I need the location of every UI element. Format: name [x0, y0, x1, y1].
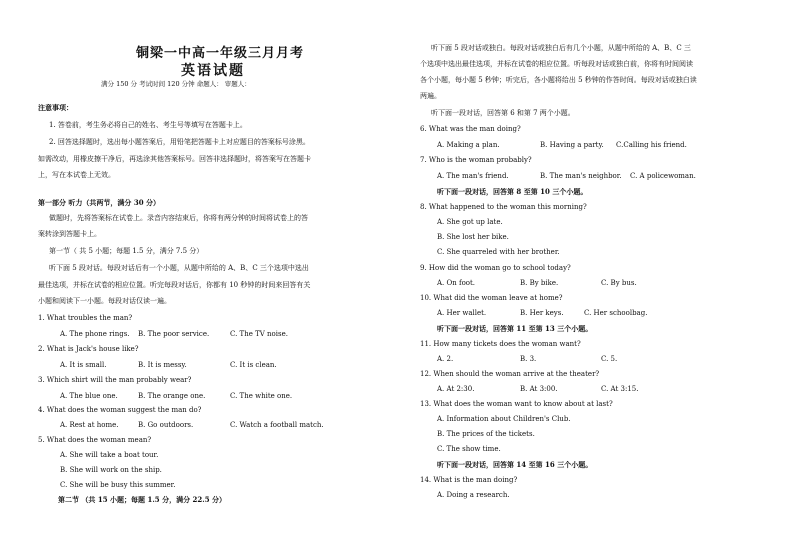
- option-a: A. She will take a boat tour.: [60, 451, 159, 459]
- question-3: 3. Which shirt will the man probably wear?: [38, 376, 192, 384]
- option-b: B. It is messy.: [138, 361, 187, 369]
- section1-intro-line: 听下面 5 段对话。每段对话后有一个小题，从题中所给的 A、B、C 三个选项中选出: [49, 264, 309, 272]
- note-line: 1. 答卷前，考生务必将自己的姓名、考生号等填写在答题卡上。: [49, 121, 247, 129]
- section1-intro-line: 小题和阅读下一小题。每段对话仅读一遍。: [38, 297, 171, 305]
- question-10: 10. What did the woman leave at home?: [420, 294, 563, 302]
- option-a: A. Making a plan.: [437, 141, 500, 149]
- option-a: A. The phone rings.: [60, 330, 130, 338]
- option-b: B. The orange one.: [138, 392, 206, 400]
- question-9: 9. How did the woman go to school today?: [420, 264, 571, 272]
- option-c: C. The TV noise.: [230, 330, 288, 338]
- option-c: C. Her schoolbag.: [584, 309, 648, 317]
- notes-heading: 注意事项：: [38, 103, 73, 112]
- option-c: C.Calling his friend.: [616, 141, 687, 149]
- hint-11-13: 听下面一段对话，回答第 11 至第 13 三个小题。: [437, 324, 593, 333]
- option-b: B. Go outdoors.: [138, 421, 194, 429]
- option-a: A. On foot.: [437, 279, 476, 287]
- option-c: C. It is clean.: [230, 361, 277, 369]
- subject-title: 英语试题: [181, 63, 245, 79]
- section2-intro-line: 各个小题，每小题 5 秒钟；听完后，各小题将给出 5 秒钟的作答时间。每段对话或独白读: [420, 76, 697, 84]
- question-11: 11. How many tickets does the woman want?: [420, 340, 581, 348]
- option-c: C. The show time.: [437, 445, 501, 453]
- section2-intro-line: 个选项中选出最佳选项，并标在试卷的相应位置。听每段对话或独白前，你将有时间阅读: [420, 60, 693, 68]
- option-b: B. The prices of the tickets.: [437, 430, 535, 438]
- option-c: C. She will be busy this summer.: [60, 481, 176, 489]
- option-a: A. 2.: [437, 355, 454, 363]
- option-b: B. She will work on the ship.: [60, 466, 162, 474]
- question-2: 2. What is Jack's house like?: [38, 345, 139, 353]
- section2-heading: 第二节 （共 15 小题；每题 1.5 分，满分 22.5 分）: [58, 495, 227, 504]
- option-b: B. By bike.: [520, 279, 559, 287]
- question-1: 1. What troubles the man?: [38, 314, 133, 322]
- option-b: B. The man's neighbor.: [540, 172, 622, 180]
- note-line: 上，写在本试卷上无效。: [38, 171, 115, 179]
- question-5: 5. What does the woman mean?: [38, 436, 152, 444]
- option-c: C. At 3:15.: [601, 385, 639, 393]
- question-8: 8. What happened to the woman this morning?: [420, 203, 587, 211]
- question-7: 7. Who is the woman probably?: [420, 156, 532, 164]
- option-a: A. The blue one.: [60, 392, 118, 400]
- option-c: C. 5.: [601, 355, 618, 363]
- option-b: B. Her keys.: [520, 309, 564, 317]
- option-a: A. The man's friend.: [437, 172, 509, 180]
- option-b: B. She lost her bike.: [437, 233, 509, 241]
- question-12: 12. When should the woman arrive at the theater?: [420, 370, 600, 378]
- note-line: 如需改动，用橡皮擦干净后，再选涂其他答案标号。回答非选择题时，将答案写在答题卡: [38, 155, 311, 163]
- option-a: A. She got up late.: [437, 218, 503, 226]
- option-a: A. At 2:30.: [437, 385, 475, 393]
- question-14: 14. What is the man doing?: [420, 476, 518, 484]
- option-c: C. The white one.: [230, 392, 293, 400]
- option-a: A. Doing a research.: [437, 491, 510, 499]
- option-a: A. It is small.: [60, 361, 107, 369]
- question-6: 6. What was the man doing?: [420, 125, 521, 133]
- option-a: A. Information about Children's Club.: [437, 415, 571, 423]
- hint-8-10: 听下面一段对话，回答第 8 至第 10 三个小题。: [437, 187, 588, 196]
- section1-intro-line: 最佳选项，并标在试卷的相应位置。听完每段对话后，你都有 10 秒钟的时间来回答有关: [38, 281, 311, 289]
- section2-intro-line: 听下面 5 段对话或独白。每段对话或独白后有几个小题，从题中所给的 A、B、C 三: [431, 44, 691, 52]
- option-b: B. At 3:00.: [520, 385, 558, 393]
- option-a: A. Her wallet.: [437, 309, 487, 317]
- hint-6-7: 听下面一段对话，回答第 6 和第 7 两个小题。: [431, 109, 575, 117]
- note-line: 2. 回答选择题时，选出每小题答案后，用铅笔把答题卡上对应题目的答案标号涂黑。: [49, 138, 310, 146]
- option-b: B. 3.: [520, 355, 537, 363]
- exam-meta: 满分 150 分 考试时间 120 分钟 命题人： 审题人：: [101, 80, 251, 88]
- part1-intro-line: 做题时，先将答案标在试卷上。录音内容结束后，你将有两分钟的时间将试卷上的答: [49, 214, 308, 222]
- option-c: C. Watch a football match.: [230, 421, 324, 429]
- option-b: B. The poor service.: [138, 330, 210, 338]
- option-b: B. Having a party.: [540, 141, 604, 149]
- option-c: C. She quarreled with her brother.: [437, 248, 560, 256]
- school-title: 铜梁一中高一年级三月月考: [136, 46, 305, 61]
- part1-intro-line: 案转涂到答题卡上。: [38, 230, 101, 238]
- hint-14-16: 听下面一段对话，回答第 14 至第 16 三个小题。: [437, 460, 593, 469]
- section1-heading: 第一节（ 共 5 小题；每题 1.5 分，满分 7.5 分）: [49, 247, 204, 255]
- part1-heading: 第一部分 听力（共两节，满分 30 分）: [38, 198, 161, 207]
- question-13: 13. What does the woman want to know about at last?: [420, 400, 613, 408]
- option-c: C. By bus.: [601, 279, 637, 287]
- option-a: A. Rest at home.: [60, 421, 119, 429]
- option-c: C. A policewoman.: [630, 172, 696, 180]
- section2-intro-line: 两遍。: [420, 92, 441, 100]
- question-4: 4. What does the woman suggest the man do?: [38, 406, 202, 414]
